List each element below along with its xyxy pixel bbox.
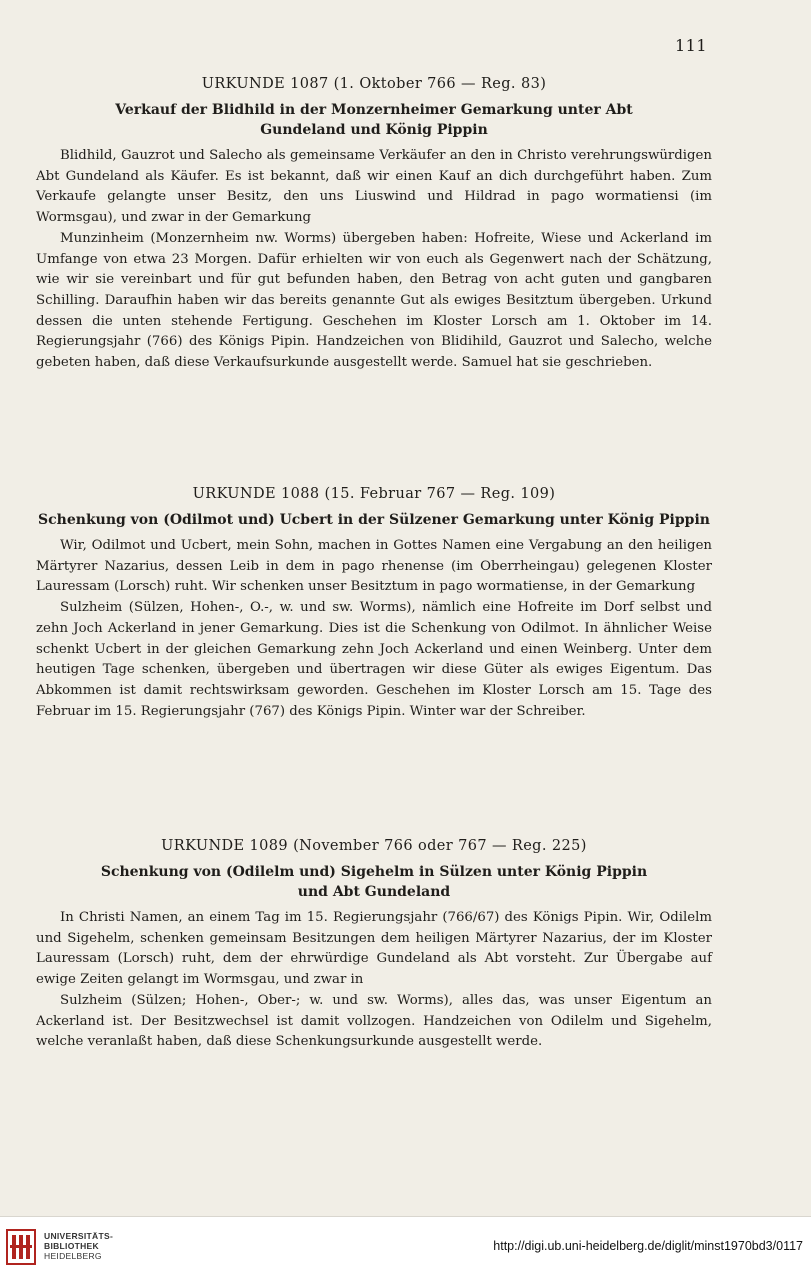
paragraph: Munzinheim (Monzernheim nw. Worms) übergeben haben: Hofreite, Wiese und Ackerland im Umfange von etwa 23 Morgen. Dafür erhielten wir von euch als Gegenwert nach der Schätzung, wie wir sie vereinbart und für gut befunden haben, den Betrag von acht guten und gangbaren Schilling. Daraufhin haben wir das bereits genannte Gut als ewiges Besitztum übergeben. Urkund dessen die unten stehende Fertigung. Geschehen im Kloster Lorsch am 1. Oktober im 14. Regierungsjahr (766) des Königs Pipin. Handzeichen von Blidihild, Gauzrot und Salecho, welche gebeten haben, daß diese Verkaufsurkunde ausgestellt werde. Samuel hat sie geschrieben. xyxy=(36,230,712,371)
subtitle-line: Gundeland und König Pippin xyxy=(260,122,488,138)
document-1088 xyxy=(36,486,712,722)
subtitle-line: Schenkung von (Odilmot und) Ucbert in der Sülzener Gemarkung unter König Pippin xyxy=(38,512,710,528)
document-body xyxy=(36,536,712,722)
document-subtitle xyxy=(36,100,712,140)
paragraph: In Christi Namen, an einem Tag im 15. Regierungsjahr (766/67) des Königs Pipin. Wir, Odilelm und Sigehelm, schenken gemeinsam Besitzungen dem heiligen Märtyrer Nazarius, der im Kloster Lauressam (Lorsch) ruht, dem der ehrwürdige Gundeland als Abt vorsteht. Zur Übergabe auf ewige Zeiten gelangt im Wormsgau, und zwar in xyxy=(36,910,712,988)
document-1087 xyxy=(36,76,712,374)
document-1089 xyxy=(36,838,712,1053)
document-subtitle xyxy=(36,862,712,902)
paragraph: Blidhild, Gauzrot und Salecho als gemeinsame Verkäufer an den in Christo verehrungswürdigen Abt Gundeland als Käufer. Es ist bekannt, daß wir einen Kauf an dich durchgeführt haben. Zum Verkaufe gelangte unser Besitz, den uns Liuswind und Hildrad in pago wormatiensi (im Wormsgau), und zwar in der Gemarkung xyxy=(36,148,712,226)
library-name xyxy=(44,1231,113,1261)
subtitle-line: Verkauf der Blidhild in der Monzernheimer Gemarkung unter Abt xyxy=(115,102,633,118)
paragraph: Sulzheim (Sülzen; Hohen-, Ober-; w. und sw. Worms), alles das, was unser Eigentum an Ackerland ist. Der Besitzwechsel ist damit vollzogen. Handzeichen von Odilelm und Sigehelm, welche veranlaßt haben, daß diese Schenkungsurkunde ausgestellt werde. xyxy=(36,992,712,1050)
subtitle-line: und Abt Gundeland xyxy=(297,884,451,900)
document-body xyxy=(36,146,712,374)
paragraph: Sulzheim (Sülzen, Hohen-, O.-, w. und sw. Worms), nämlich eine Hofreite im Dorf selbst und zehn Joch Ackerland in jener Gemarkung. Dies ist die Schenkung von Odilmot. In ähnlicher Weise schenkt Ucbert in der gleichen Gemarkung zehn Joch Ackerland und einen Weinberg. Unter dem heutigen Tage schenken, übergeben und übertragen wir diese Güter als ewiges Eigentum. Das Abkommen ist damit rechtswirksam geworden. Geschehen im Kloster Lorsch am 15. Tage des Februar im 15. Regierungsjahr (767) des Königs Pipin. Winter war der Schreiber. xyxy=(36,600,712,719)
university-library-logo-icon xyxy=(6,1229,36,1265)
library-footer xyxy=(0,1216,811,1275)
permalink-url[interactable]: http://digi.ub.uni-heidelberg.de/diglit/minst1970bd3/0117 xyxy=(493,1239,803,1253)
page-number: 111 xyxy=(674,36,707,55)
document-heading: URKUNDE 1089 (November 766 oder 767 — Reg. 225) xyxy=(161,838,587,854)
paragraph: Wir, Odilmot und Ucbert, mein Sohn, machen in Gottes Namen eine Vergabung an den heiligen Märtyrer Nazarius, dessen Leib in dem in pago rhenense (im Oberrheingau) gelegenen Kloster Lauressam (Lorsch) ruht. Wir schenken unser Besitztum in pago wormatiense, in der Gemarkung xyxy=(36,538,712,595)
document-subtitle xyxy=(36,510,712,530)
document-body xyxy=(36,908,712,1053)
library-name-line: HEIDELBERG xyxy=(44,1251,102,1261)
document-heading: URKUNDE 1088 (15. Februar 767 — Reg. 109) xyxy=(192,486,556,502)
library-name-line: UNIVERSITÄTS- xyxy=(44,1231,114,1241)
subtitle-line: Schenkung von (Odilelm und) Sigehelm in Sülzen unter König Pippin xyxy=(100,864,648,880)
document-heading: URKUNDE 1087 (1. Oktober 766 — Reg. 83) xyxy=(201,76,547,92)
library-name-line: BIBLIOTHEK xyxy=(44,1241,99,1251)
